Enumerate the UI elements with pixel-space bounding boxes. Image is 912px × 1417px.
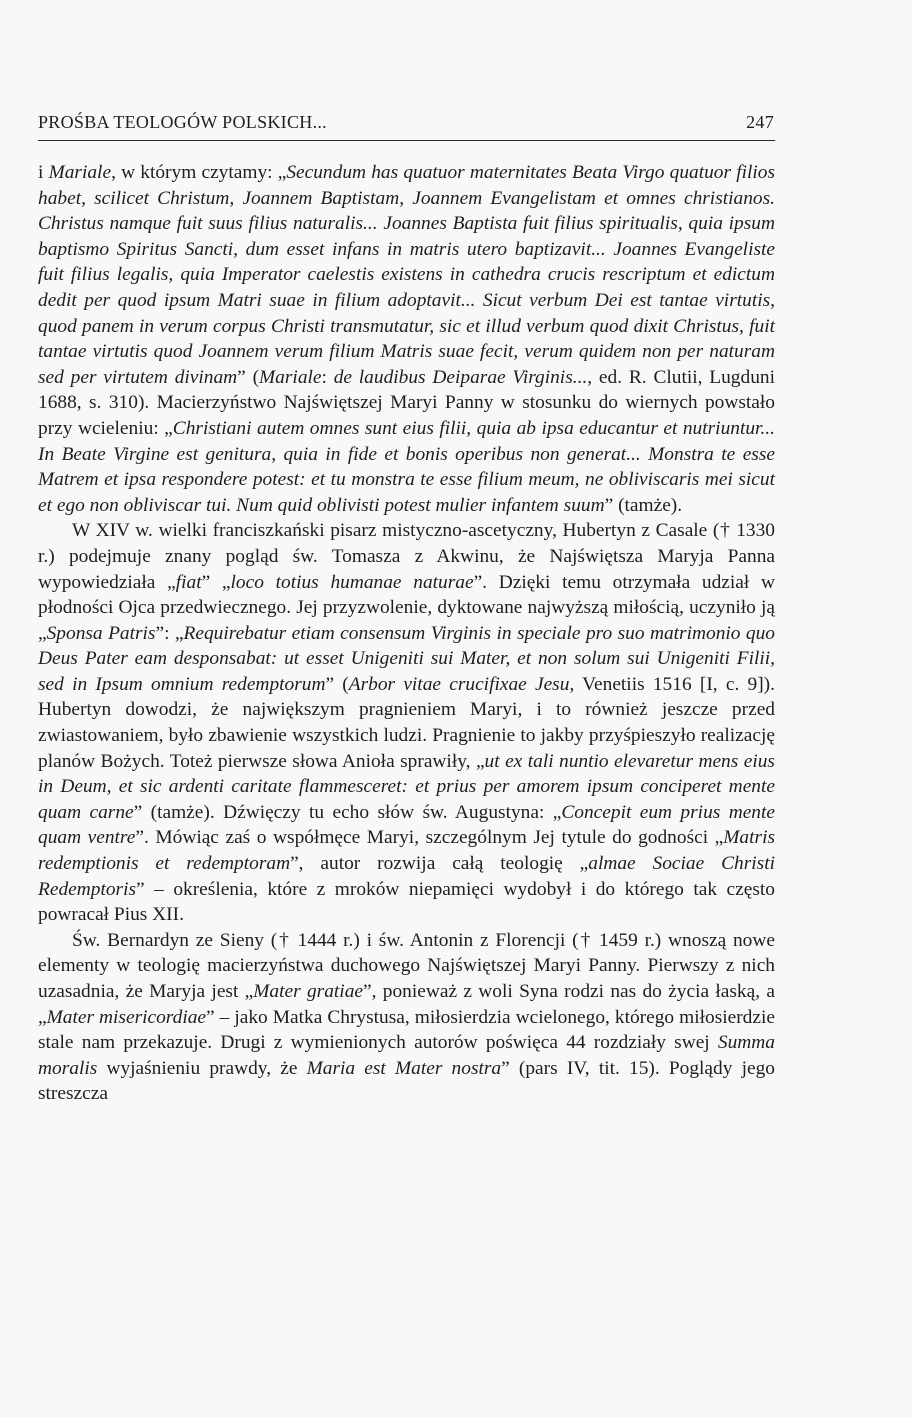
text-run: W XIV w. wielki franciszkański pisarz mistyczno-ascetyczny, Hubertyn z Casale († 1330 r.) podejmuje znany pogląd św. Tomasza z Akwinu, że Najświętsza Maryja Panna wypowiedziała „ <box>38 520 775 593</box>
italic-run: Arbor vitae crucifixae Jesu <box>348 673 570 695</box>
text-run: ” ( <box>237 366 260 388</box>
text-run: ” (tamże). Dźwięczy tu echo słów św. Augustyna: „ <box>133 801 562 823</box>
text-run: wyjaśnieniu prawdy, że <box>97 1057 307 1079</box>
italic-run: Maria est Mater nostra <box>306 1057 502 1079</box>
italic-run: fiat <box>175 571 202 593</box>
italic-run: Matris redemptionis et redemptoram <box>38 827 775 875</box>
text-run: ” – określenia, które z mroków niepamięci wydobył i do którego tak często powracał Pius XII. <box>38 878 775 926</box>
italic-run: Mariale <box>259 366 322 388</box>
italic-run: ut ex tali nuntio elevaretur mens eius in Deum, et sic ardenti caritate flammesceret: et prius per amorem ipsum conciperet mente quam carne <box>38 750 775 823</box>
running-title: PROŚBA TEOLOGÓW POLSKICH... <box>38 112 327 132</box>
italic-run: Concepit eum prius mente quam ventre <box>38 801 775 849</box>
text-run: ” (tamże). <box>604 494 683 516</box>
text-run: Św. Bernardyn ze Sieny († 1444 r.) i św. Antonin z Florencji († 1459 r.) wnoszą nowe elementy w teologię macierzyństwa duchowego Najświętszej Maryi Panny. Pierwszy z nich uzasadnia, że Maryja jest „ <box>38 929 775 1002</box>
paragraph-3 <box>38 928 775 1107</box>
text-run: ”, autor rozwija całą teologię „ <box>290 853 589 875</box>
italic-run: almae Sociae Christi Redemptoris <box>38 853 776 900</box>
italic-run: Christiani autem omnes sunt eius filii, quia ab ipsa educantur et nutriuntur... In Beate Virgine est genitura, quia in fide et bonis operibus non generat... Monstra te esse Matrem et ipsa respondere potest: et tu monstra te esse filium meum, ne obliviscaris mei sicut et ego non obliviscar tui. Num quid oblivisti potest mulier infantem suum <box>38 417 775 516</box>
italic-run: Requirebatur etiam consensum Virginis in speciale pro suo matrimonio quo Deus Pater eam desponsabat: ut esset Unigeniti sui Mater, et non solum sui Unigeniti Filii, sed in Ipsum omnium redemptorum <box>38 622 775 695</box>
text-run: ” ( <box>325 673 349 695</box>
text-run: ”: „ <box>155 622 184 644</box>
italic-run: Summa moralis <box>38 1032 775 1079</box>
text-run: ”, ponieważ z woli Syna rodzi nas do życia łaską, a „ <box>38 981 775 1028</box>
italic-run: loco totius humanae naturae <box>230 571 474 593</box>
italic-run: Secundum has quatuor maternitates Beata Virgo quatuor filios habet, scilicet Christum, Joannem Baptistam, Joannem Evangelistam et omnes christianos. Christus namque fuit suus filius naturalis... Joannes Baptista fuit filius spiritualis, quia ipsum baptismo Spiritus Sancti, dum esset infans in matris utero baptizavit... Joannes Evangeliste fuit filius legalis, quia Imperator caelestis existens in cathedra crucis rescriptum et edictum dedit per quod ipsum Matri suae in filium adoptavit... Sicut verbum Dei est tantae virtutis, quod panem in verum corpus Christi transmutatur, sic et illud verbum quod dixit Christus, fuit tantae virtutis quod Joannem verum filium Matris suae fecit, verum quidem non per naturam sed per virtutem divinam <box>38 162 775 388</box>
text-run: i <box>38 162 49 183</box>
text-run: ” – jako Matka Chrystusa, miłosierdzia wcielonego, którego miłosierdzie stale nam przekazuje. Drugi z wymienionych autorów poświęca 44 rozdziały swej <box>38 1006 775 1054</box>
text-run: ”. Dzięki temu otrzymała udział w płodności Ojca przedwiecznego. Jej przyzwolenie, dyktowane najwyższą miłością, uczyniło ją „ <box>38 571 776 644</box>
paragraph-2 <box>38 518 775 928</box>
italic-run: Sponsa Patris <box>46 622 156 644</box>
text-run: : <box>321 366 334 388</box>
text-run: , w którym czytamy: „ <box>111 162 287 183</box>
text-run: ” „ <box>201 571 231 593</box>
header-rule <box>38 140 775 141</box>
body-text <box>38 160 775 1107</box>
italic-run: Mariale <box>48 162 112 183</box>
paragraph-1 <box>38 160 775 518</box>
text-run: , ed. R. Clutii, Lugduni 1688, s. 310). Macierzyństwo Najświętszej Maryi Panny w stosunku do wiernych powstało przy wcieleniu: „ <box>38 366 775 439</box>
text-run: ”. Mówiąc zaś o współmęce Maryi, szczególnym Jej tytule do godności „ <box>135 827 724 849</box>
text-run: ” (pars IV, tit. 15). Poglądy jego streszcza <box>38 1057 775 1105</box>
running-header <box>38 112 774 133</box>
italic-run: Mater gratiae <box>253 981 363 1002</box>
italic-run: de laudibus Deiparae Virginis... <box>333 366 588 388</box>
italic-run: Mater misericordiae <box>46 1006 207 1028</box>
page-number: 247 <box>746 112 774 132</box>
text-run: , Venetiis 1516 [I, c. 9]). Hubertyn dowodzi, że największym pragnieniem Maryi, i to również jeszcze przed zwiastowaniem, było zbawienie wszystkich ludzi. Pragnienie to jakby przyśpieszyło realizację planów Bożych. Toteż pierwsze słowa Anioła sprawiły, „ <box>38 673 775 772</box>
